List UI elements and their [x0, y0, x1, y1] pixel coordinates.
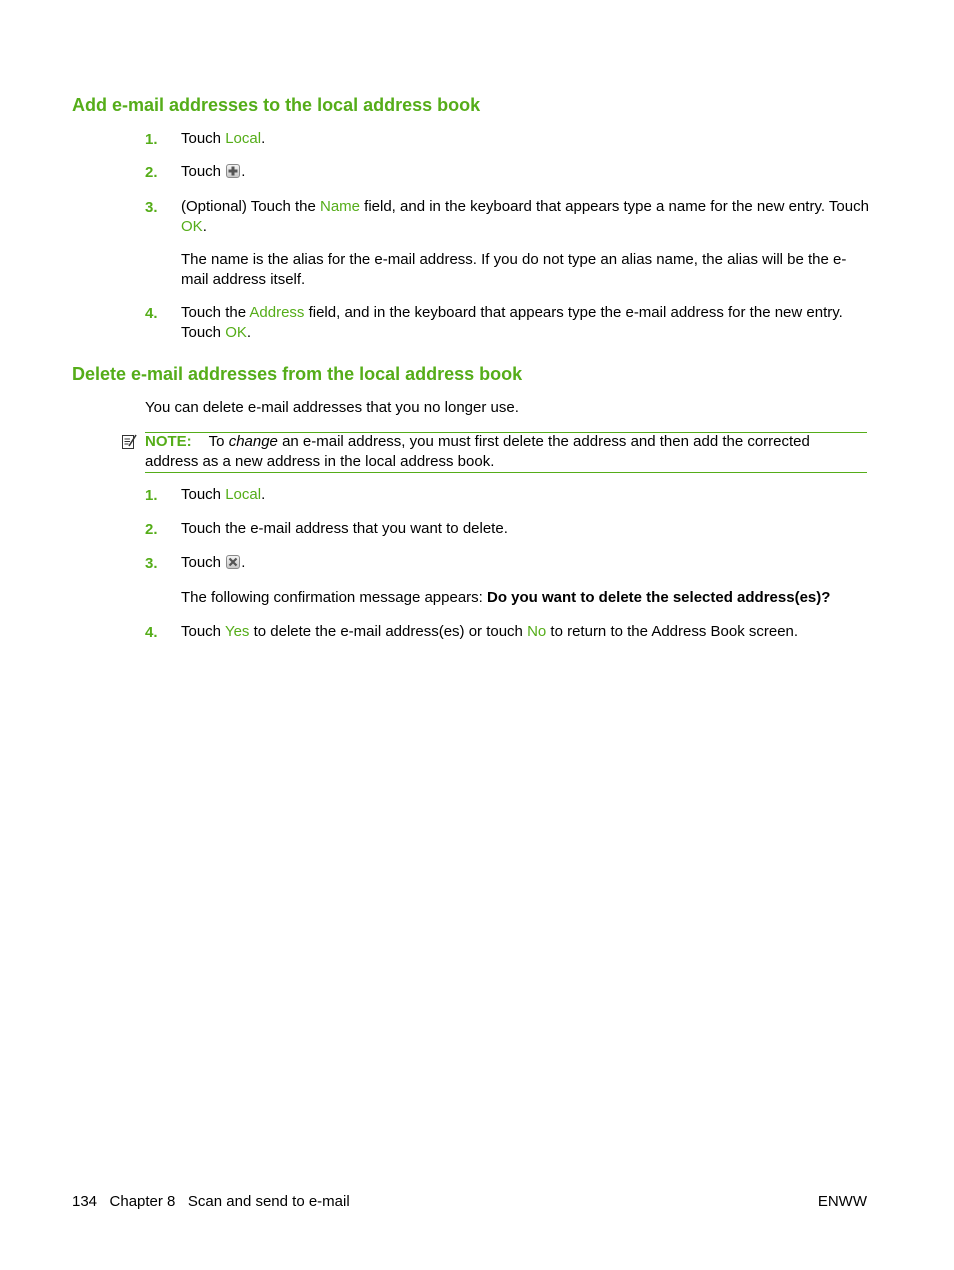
note-icon — [120, 433, 138, 455]
name-field-link: Name — [319, 198, 360, 215]
note-text — [145, 432, 867, 472]
yes-link: Yes — [224, 623, 250, 640]
note-emphasis: change — [228, 433, 278, 450]
footer-left: 134 Chapter 8 Scan and send to e-mail — [72, 1193, 350, 1210]
step-text-mid: field, and in the keyboard that appears type a name for the new entry. Touch — [360, 198, 869, 215]
step-number: 2. — [145, 521, 158, 538]
step-text-post: . — [202, 218, 207, 235]
section-heading-delete: Delete e-mail addresses from the local address book — [72, 364, 523, 384]
delete-button-icon — [226, 555, 240, 569]
ok-link: OK — [181, 218, 203, 235]
note-bottom-rule — [145, 472, 867, 473]
no-link: No — [527, 623, 547, 640]
step-text-post: . — [261, 486, 266, 503]
address-field-link: Address — [249, 304, 305, 321]
local-link: Local — [225, 486, 262, 503]
local-link: Local — [225, 130, 262, 147]
step-text-pre: Touch — [181, 130, 226, 147]
step-number: 4. — [145, 624, 158, 641]
step-text-pre: Touch — [181, 486, 226, 503]
step-text-post: . — [241, 163, 246, 180]
step-text — [181, 553, 245, 573]
section-intro: You can delete e-mail addresses that you no longer use. — [145, 399, 519, 416]
step-text-post: to return to the Address Book screen. — [546, 623, 799, 640]
step-text-pre: (Optional) Touch the — [181, 198, 320, 215]
step-text — [181, 129, 265, 149]
step-text-pre: Touch — [181, 554, 226, 571]
step-text-pre: Touch — [181, 163, 226, 180]
section-heading-add: Add e-mail addresses to the local address book — [72, 95, 481, 115]
step-text: Touch the e-mail address that you want to delete. — [181, 520, 508, 537]
note-text-pre: To — [208, 433, 229, 450]
step-text-mid: to delete the e-mail address(es) or touch — [249, 623, 528, 640]
step-number: 1. — [145, 131, 158, 148]
confirmation-note-pre: The following confirmation message appears: — [181, 589, 487, 606]
step-number: 1. — [145, 487, 158, 504]
step-text — [181, 197, 871, 237]
step-text-post: . — [241, 554, 246, 571]
step-number: 3. — [145, 555, 158, 572]
ok-link: OK — [225, 324, 247, 341]
note-label: NOTE: — [145, 433, 192, 450]
step-number: 4. — [145, 305, 158, 322]
step-number: 3. — [145, 199, 158, 216]
step-note: The name is the alias for the e-mail address. If you do not type an alias name, the alias will be the e-mail address itself. — [181, 251, 847, 288]
step-text — [181, 162, 245, 182]
step-text — [181, 622, 798, 642]
step-text — [181, 485, 265, 505]
footer-right: ENWW — [817, 1193, 867, 1210]
step-number: 2. — [145, 164, 158, 181]
confirmation-note — [181, 588, 881, 608]
step-text — [181, 303, 871, 343]
step-text-post: . — [246, 324, 252, 341]
step-text-mid: field, and in the keyboard that appears type the e-mail address for the new entry. Touch — [181, 304, 843, 341]
step-text-pre: Touch — [181, 623, 225, 640]
add-button-icon — [226, 164, 240, 178]
step-text-post: . — [261, 130, 266, 147]
note-text-post: an e-mail address, you must first delete the address and then add the corrected address as a new address in the local address book. — [145, 433, 810, 470]
step-text-pre: Touch the — [181, 304, 250, 321]
confirmation-message: Do you want to delete the selected address(es)? — [487, 589, 831, 606]
